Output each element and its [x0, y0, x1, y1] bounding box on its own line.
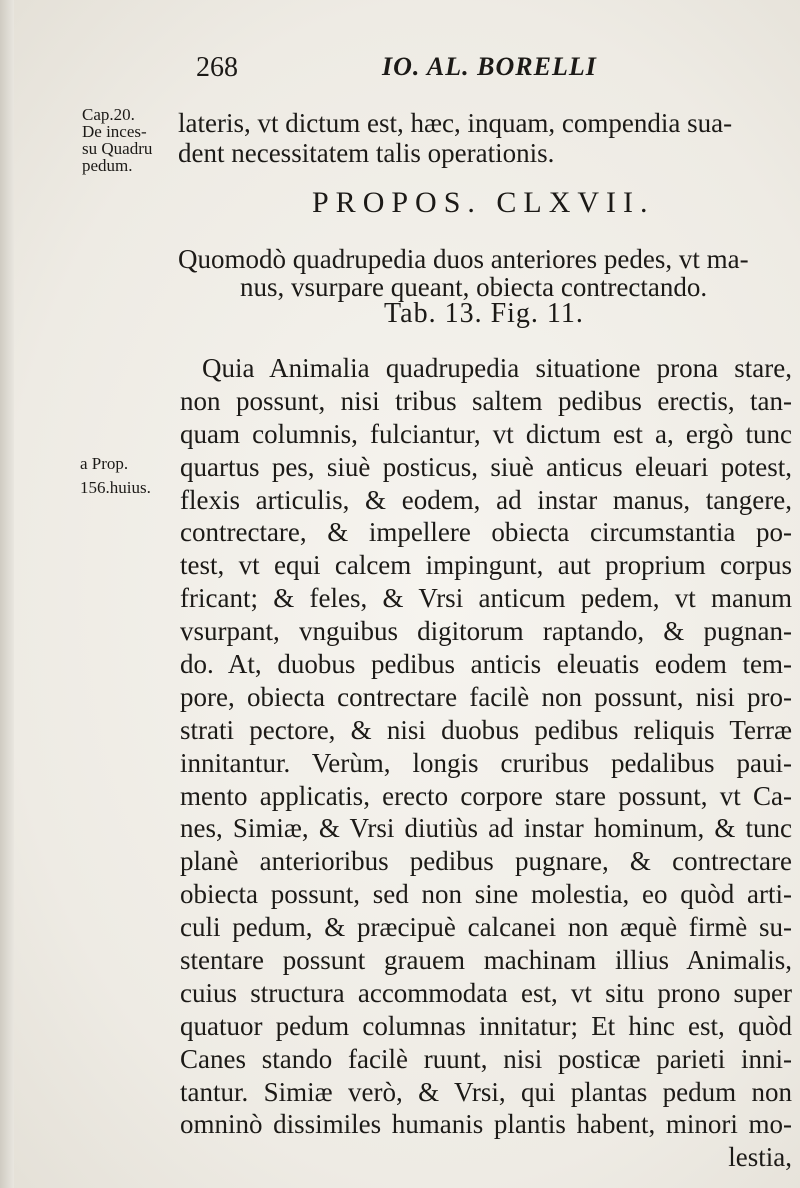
intro-line: lateris, vt dictum est, hæc, inquam, compendia sua-: [178, 108, 733, 138]
body-line: test, vt equi calcem impingunt, aut proprium corpus: [180, 550, 792, 581]
body-line: strati pectore, & nisi duobus pedibus reliquis Terræ: [180, 714, 792, 745]
body-line: vsurpant, vnguibus digitorum raptando, & pugnan-: [180, 616, 792, 647]
body-line: Canes stando facilè ruunt, nisi posticæ parieti inni-: [180, 1043, 792, 1074]
body-line: lestia,: [728, 1142, 792, 1173]
body-line: non possunt, nisi tribus saltem pedibus erectis, tan-: [180, 385, 792, 416]
body-line: obiecta possunt, sed non sine molestia, eo quòd arti-: [180, 879, 792, 910]
page-header: [196, 52, 616, 92]
body-line: planè anterioribus pedibus pugnare, & contrectare: [180, 846, 792, 877]
body-line: cuius structura accommodata est, vt situ prono super: [180, 977, 792, 1008]
body-line: quartus pes, siuè posticus, siuè anticus eleuari potest,: [180, 451, 792, 482]
page-gutter: [0, 0, 14, 1188]
body-line: flexis articulis, & eodem, ad instar manus, tangere,: [180, 484, 792, 515]
figure-reference: Tab. 13. Fig. 11.: [384, 298, 584, 329]
margin-note-reference: [80, 452, 151, 500]
body-text: [180, 352, 792, 1174]
page-number: 268: [196, 52, 238, 83]
margin-note-line: su Quadru: [82, 139, 153, 158]
margin-note-line: De inces-: [82, 122, 147, 141]
body-line: stentare possunt grauem machinam illius Animalis,: [180, 945, 792, 976]
body-line: mento applicatis, erecto corpore stare possunt, vt Ca-: [180, 780, 792, 811]
intro-line: dent necessitatem talis operationis.: [178, 138, 555, 168]
body-line: tantur. Simiæ verò, & Vrsi, qui plantas pedum non: [180, 1076, 792, 1107]
running-head: IO. AL. BORELLI: [382, 52, 597, 81]
body-line: quam columnis, fulciantur, vt dictum est a, ergò tunc: [180, 418, 792, 449]
body-line: omninò dissimiles humanis plantis habent, minori mo-: [180, 1109, 792, 1140]
proposition-statement-line: nus, vsurpare queant, obiecta contrectando.: [240, 272, 708, 302]
body-line: contrectare, & impellere obiecta circumstantia po-: [180, 517, 792, 548]
body-line: innitantur. Verùm, longis cruribus pedalibus paui-: [180, 747, 792, 778]
body-line: do. At, duobus pedibus anticis eleuatis eodem tem-: [180, 649, 792, 680]
proposition-statement-line: Quomodò quadrupedia duos anteriores pedes, vt ma-: [178, 244, 749, 274]
proposition-title: PROPOS. CLXVII.: [312, 186, 655, 219]
body-line: nes, Simiæ, & Vrsi diutiùs ad instar hominum, & tunc: [180, 813, 792, 844]
margin-note-line: Cap.20.: [82, 105, 135, 124]
margin-note-line: pedum.: [82, 156, 133, 175]
body-line: Quia Animalia quadrupedia situatione prona stare,: [202, 353, 792, 383]
margin-note-chapter: [82, 106, 152, 174]
body-line: quatuor pedum columnas innitatur; Et hinc est, quòd: [180, 1010, 792, 1041]
body-line: fricant; & feles, & Vrsi anticum pedem, vt manum: [180, 583, 792, 614]
body-line: culi pedum, & præcipuè calcanei non æquè firmè su-: [180, 912, 792, 943]
margin-note-line: a Prop.: [80, 454, 129, 473]
body-line: pore, obiecta contrectare facilè non possunt, nisi pro-: [180, 681, 792, 712]
margin-note-line: 156.huius.: [80, 478, 151, 497]
